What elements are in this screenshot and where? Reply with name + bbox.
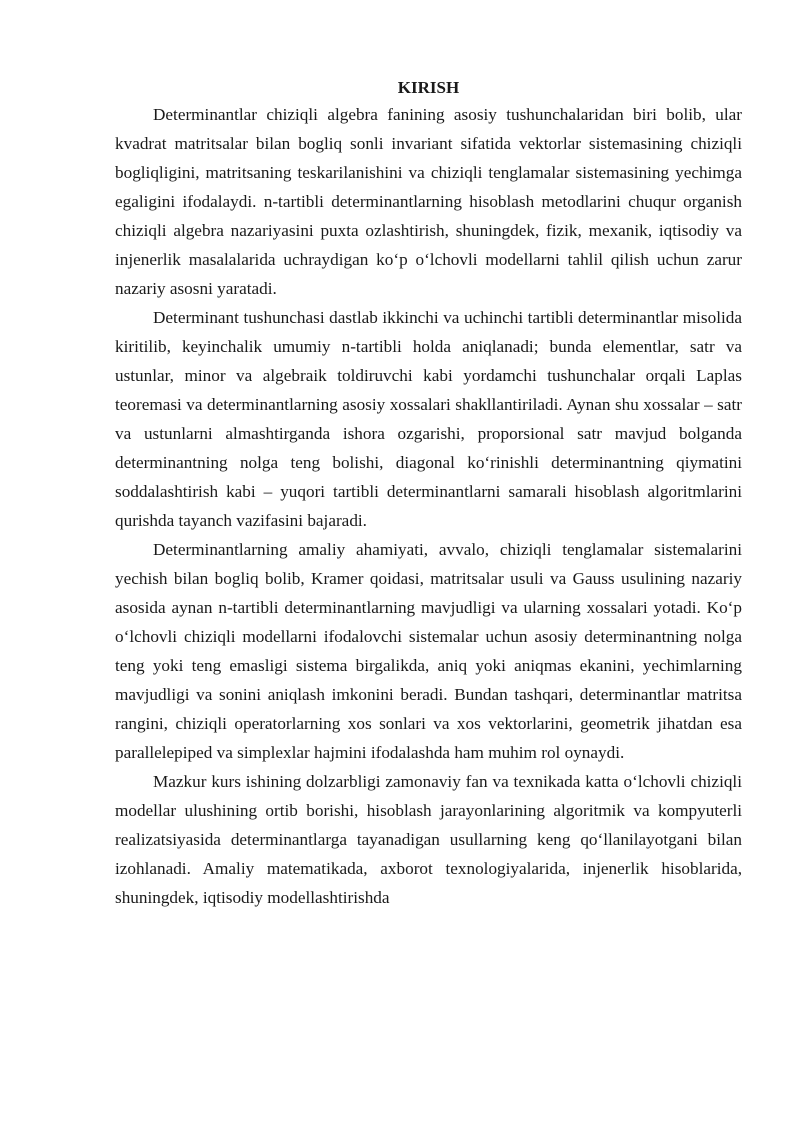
document-page [115,78,742,912]
paragraph-1: Determinantlar chiziqli algebra fanining asosiy tushunchalaridan biri bolib, ular kvadrat matritsalar bilan bogliq sonli invariant sifatida vektorlar sistemasining chiziqli bogliqligini, matritsaning teskarilanishini va chiziqli tenglamalar sistemasining yechimga egaligini ifodalaydi. n-tartibli determinantlarning hisoblash metodlarini chuqur organish chiziqli algebra nazariyasini puxta ozlashtirish, shuningdek, fizik, mexanik, iqtisodiy va injenerlik masalalarida uchraydigan koʻp oʻlchovli modellarni tahlil qilish uchun zarur nazariy asosni yaratadi. [115,105,742,298]
paragraph-2: Determinant tushunchasi dastlab ikkinchi va uchinchi tartibli determinantlar misolida kiritilib, keyinchalik umumiy n-tartibli holda aniqlanadi; bunda elementlar, satr va ustunlar, minor va algebraik toldiruvchi kabi yordamchi tushunchalar orqali Laplas teoremasi va determinantlarning asosiy xossalari shakllantiriladi. Aynan shu xossalar – satr va ustunlarni almashtirganda ishora ozgarishi, proporsional satr mavjud bolganda determinantning nolga teng bolishi, diagonal koʻrinishli determinantning qiymatini soddalashtirish kabi – yuqori tartibli determinantlarni samarali hisoblash algoritmlarini qurishda tayanch vazifasini bajaradi. [115,308,742,530]
section-heading: KIRISH [397,78,460,97]
paragraph-4: Mazkur kurs ishining dolzarbligi zamonaviy fan va texnikada katta oʻlchovli chiziqli modellar ulushining ortib borishi, hisoblash jarayonlarining algoritmik va kompyuterli realizatsiyasida determinantlarga tayanadigan usullarning keng qoʻllanilayotgani bilan izohlanadi. Amaliy matematikada, axborot texnologiyalarida, injenerlik hisoblarida, shuningdek, iqtisodiy modellashtirishda [115,772,742,907]
paragraph-3: Determinantlarning amaliy ahamiyati, avvalo, chiziqli tenglamalar sistemalarini yechish bilan bogliq bolib, Kramer qoidasi, matritsalar usuli va Gauss usulining nazariy asosida aynan n-tartibli determinantlarning mavjudligi va ularning xossalari yotadi. Koʻp oʻlchovli chiziqli modellarni ifodalovchi sistemalar uchun asosiy determinantning nolga teng yoki teng emasligi sistema birgalikda, aniq yoki aniqmas ekanini, yechimlarning mavjudligi va sonini aniqlash imkonini beradi. Bundan tashqari, determinantlar matritsa rangini, chiziqli operatorlarning xos sonlari va xos vektorlarini, geometrik jihatdan esa parallelepiped va simplexlar hajmini ifodalashda ham muhim rol oynaydi. [115,540,742,762]
